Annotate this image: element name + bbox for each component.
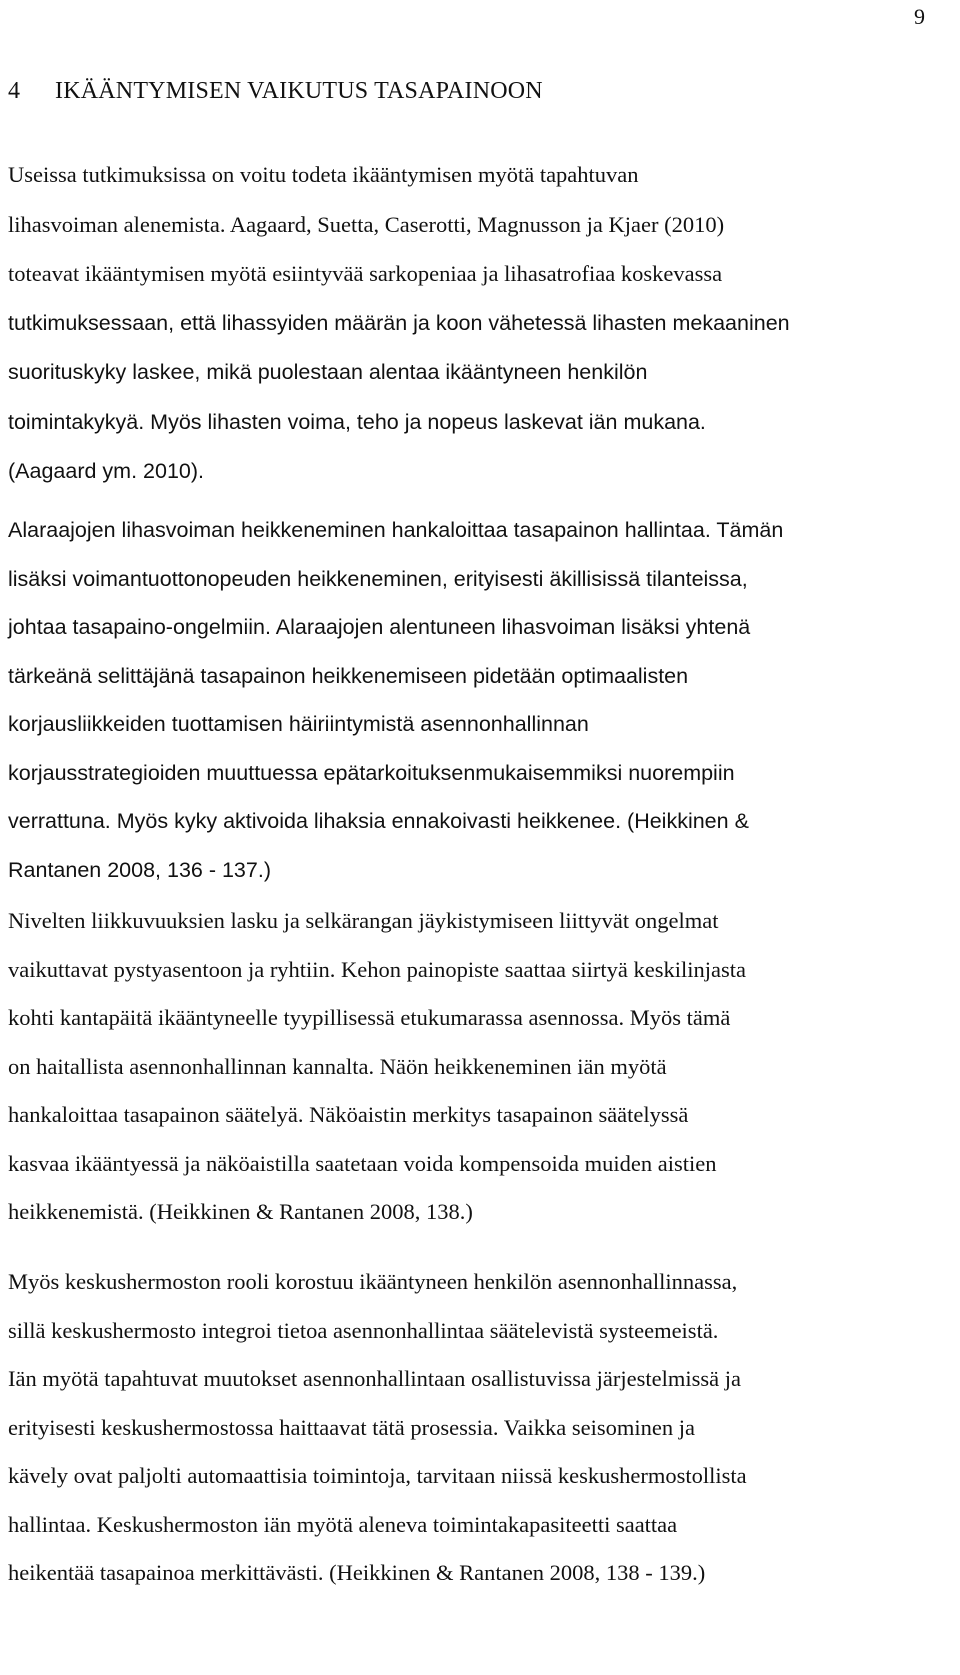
paragraph-line: verrattuna. Myös kyky aktivoida lihaksia ennakoivasti heikkenee. (Heikkinen & (8, 809, 749, 833)
section-title: IKÄÄNTYMISEN VAIKUTUS TASAPAINOON (55, 78, 543, 104)
paragraph-2 (8, 506, 908, 894)
paragraph-line: suorituskyky laskee, mikä puolestaan alentaa ikääntyneen henkilön (8, 360, 648, 384)
paragraph-line: heikkenemistä. (Heikkinen & Rantanen 2008, 138.) (8, 1199, 473, 1224)
paragraph-line: Rantanen 2008, 136 - 137.) (8, 857, 271, 882)
paragraph-line: johtaa tasapaino-ongelmiin. Alaraajojen alentuneen lihasvoiman lisäksi yhtenä (8, 615, 751, 639)
paragraph-line: Myös keskushermoston rooli korostuu ikääntyneen henkilön asennonhallinnassa, (8, 1269, 738, 1294)
paragraph-line: lisäksi voimantuottonopeuden heikkeneminen, erityisesti äkillisissä tilanteissa, (8, 566, 748, 591)
section-heading (8, 78, 543, 105)
paragraph-line: korjausliikkeiden tuottamisen häiriintymistä asennonhallinnan (8, 712, 589, 736)
paragraph-1 (8, 150, 908, 497)
paragraph-line: hallintaa. Keskushermoston iän myötä aleneva toimintakapasiteetti saattaa (8, 1511, 678, 1537)
paragraph-line: sillä keskushermosto integroi tietoa asennonhallintaa säätelevistä systeemeistä. (8, 1317, 719, 1343)
paragraph-line: Useissa tutkimuksissa on voitu todeta ikääntymisen myötä tapahtuvan (8, 162, 639, 187)
paragraph-line: heikentää tasapainoa merkittävästi. (Heikkinen & Rantanen 2008, 138 - 139.) (8, 1560, 706, 1585)
paragraph-line: kohti kantapäitä ikääntyneelle tyypillisessä etukumarassa asennossa. Myös tämä (8, 1005, 731, 1030)
paragraph-line: toimintakykyä. Myös lihasten voima, teho ja nopeus laskevat iän mukana. (8, 409, 706, 434)
paragraph-line: Nivelten liikkuvuuksien lasku ja selkärangan jäykistymiseen liittyvät ongelmat (8, 908, 719, 933)
section-number: 4 (8, 78, 21, 104)
paragraph-line: kävely ovat paljolti automaattisia toimintoja, tarvitaan niissä keskushermostollista (8, 1463, 747, 1488)
page-number: 9 (914, 4, 925, 29)
paragraph-line: toteavat ikääntymisen myötä esiintyvää sarkopeniaa ja lihasatrofiaa koskevassa (8, 261, 723, 286)
paragraph-line: tutkimuksessaan, että lihassyiden määrän ja koon vähetessä lihasten mekaaninen (8, 310, 790, 335)
paragraph-line: vaikuttavat pystyasentoon ja ryhtiin. Kehon painopiste saattaa siirtyä keskilinjasta (8, 956, 746, 982)
paragraph-line: on haitallista asennonhallinnan kannalta. Näön heikkeneminen iän myötä (8, 1053, 667, 1079)
paragraph-line: hankaloittaa tasapainon säätelyä. Näköaistin merkitys tasapainon säätelyssä (8, 1102, 689, 1127)
paragraph-line: Alaraajojen lihasvoiman heikkeneminen hankaloittaa tasapainon hallintaa. Tämän (8, 518, 784, 542)
paragraph-line: lihasvoiman alenemista. Aagaard, Suetta, Caserotti, Magnusson ja Kjaer (2010) (8, 211, 725, 237)
paragraph-line: (Aagaard ym. 2010). (8, 459, 204, 483)
paragraph-line: korjausstrategioiden muuttuessa epätarkoituksenmukaisemmiksi nuorempiin (8, 760, 735, 785)
paragraph-line: tärkeänä selittäjänä tasapainon heikkenemiseen pidetään optimaalisten (8, 663, 689, 688)
paragraph-line: erityisesti keskushermostossa haittaavat tätä prosessia. Vaikka seisominen ja (8, 1414, 695, 1440)
paragraph-line: kasvaa ikääntyessä ja näköaistilla saatetaan voida kompensoida muiden aistien (8, 1150, 717, 1176)
paragraph-3 (8, 897, 908, 1237)
paragraph-line: Iän myötä tapahtuvat muutokset asennonhallintaan osallistuvissa järjestelmissä ja (8, 1366, 741, 1391)
paragraph-4 (8, 1258, 908, 1598)
